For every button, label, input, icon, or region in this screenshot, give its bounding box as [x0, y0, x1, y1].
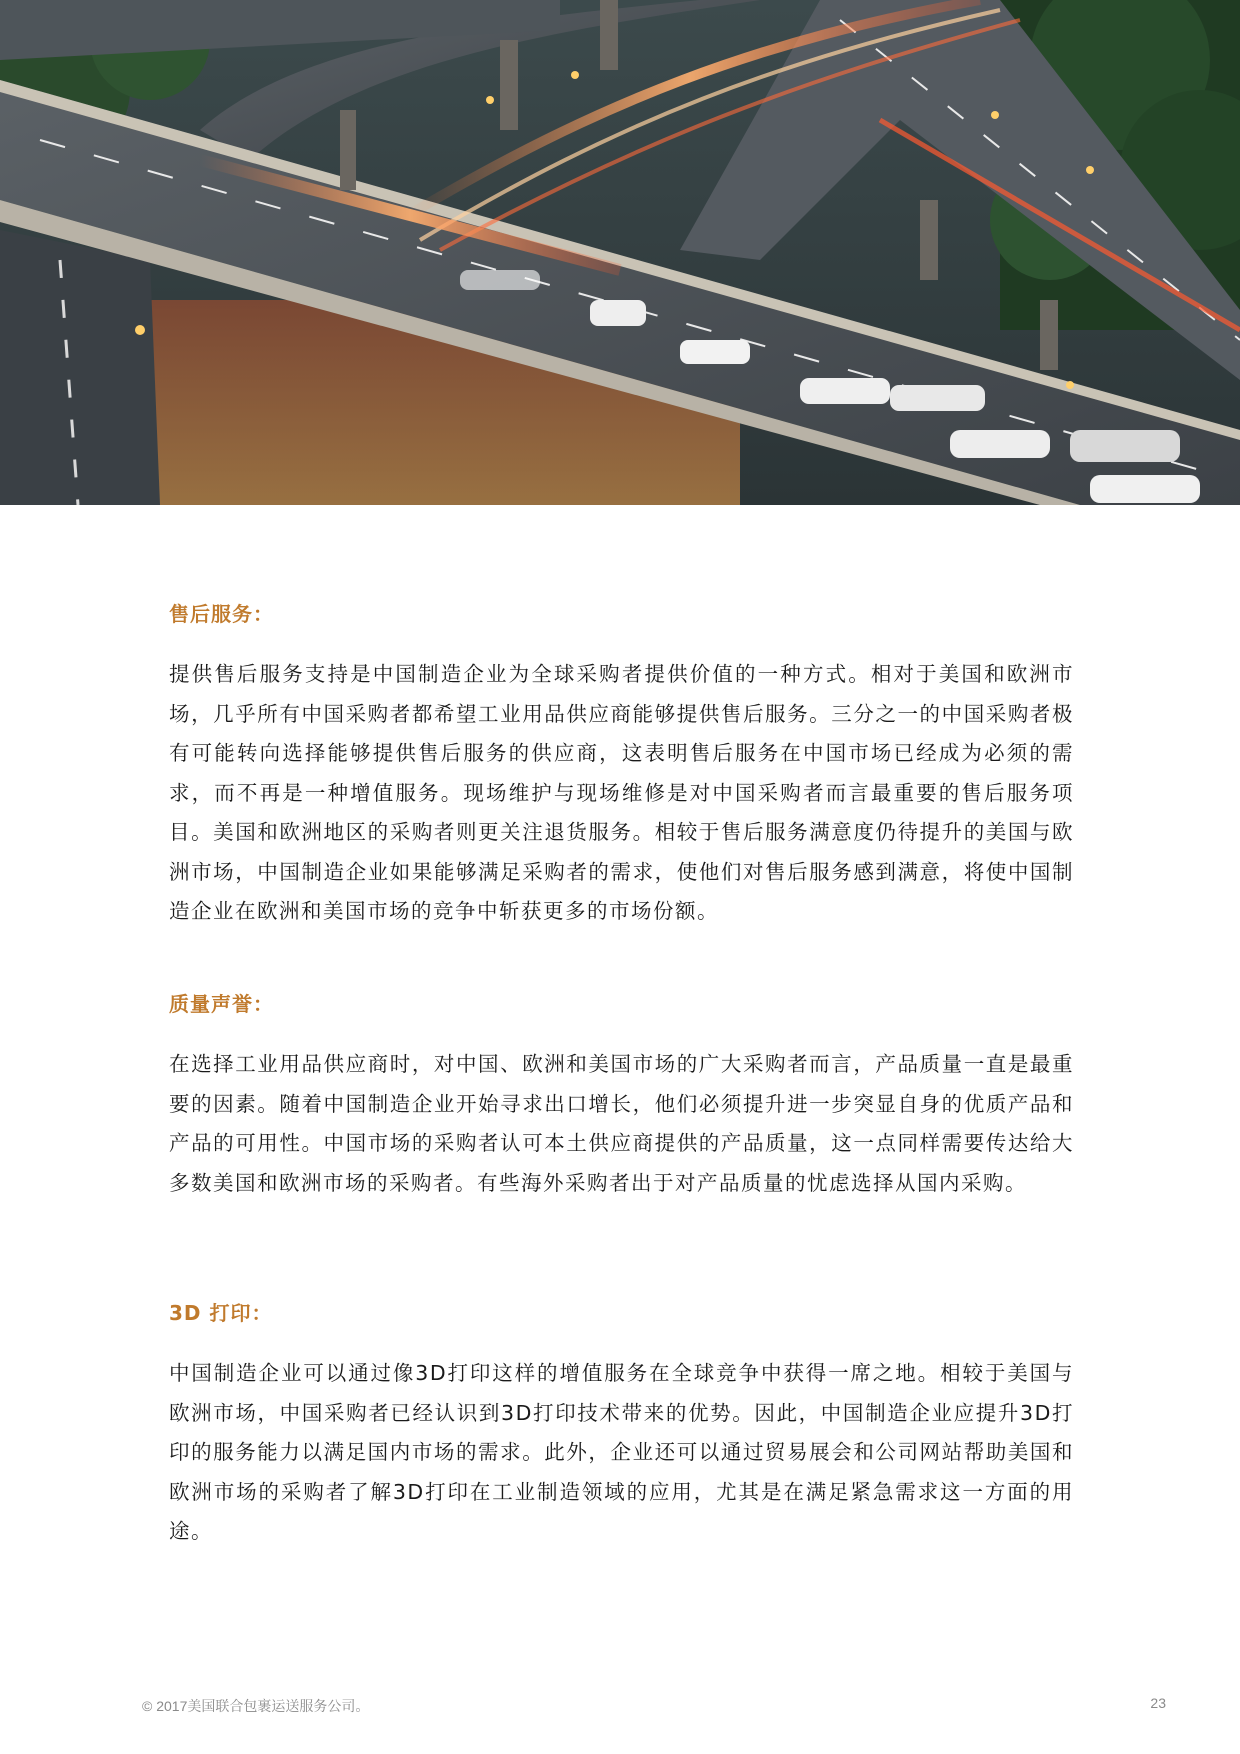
footer-copyright: © 2017美国联合包裹运送服务公司。	[142, 1698, 370, 1714]
hero-photo-highway-interchange	[0, 0, 1240, 505]
page-number: 23	[1150, 1695, 1166, 1711]
section-after-sales-service	[169, 600, 1074, 932]
section-3d-printing	[169, 1299, 1074, 1552]
section-heading: 售后服务：	[169, 602, 274, 626]
section-heading: 3D 打印：	[169, 1301, 273, 1325]
section-quality-reputation	[169, 990, 1074, 1203]
section-heading: 质量声誉：	[169, 992, 274, 1016]
section-paragraph: 提供售后服务支持是中国制造企业为全球采购者提供价值的一种方式。相对于美国和欧洲市场，几乎所有中国采购者都希望工业用品供应商能够提供售后服务。三分之一的中国采购者极有可能转向选择能够提供售后服务的供应商，这表明售后服务在中国市场已经成为必须的需求，而不再是一种增值服务。现场维护与现场维修是对中国采购者而言最重要的售后服务项目。美国和欧洲地区的采购者则更关注退货服务。相较于售后服务满意度仍待提升的美国与欧洲市场，中国制造企业如果能够满足采购者的需求，使他们对售后服务感到满意，将使中国制造企业在欧洲和美国市场的竞争中斩获更多的市场份额。	[169, 662, 1074, 923]
section-paragraph: 中国制造企业可以通过像3D打印这样的增值服务在全球竞争中获得一席之地。相较于美国与欧洲市场，中国采购者已经认识到3D打印技术带来的优势。因此，中国制造企业应提升3D打印的服务能力以满足国内市场的需求。此外，企业还可以通过贸易展会和公司网站帮助美国和欧洲市场的采购者了解3D打印在工业制造领域的应用，尤其是在满足紧急需求这一方面的用途。	[169, 1361, 1074, 1543]
section-paragraph: 在选择工业用品供应商时，对中国、欧洲和美国市场的广大采购者而言，产品质量一直是最重要的因素。随着中国制造企业开始寻求出口增长，他们必须提升进一步突显自身的优质产品和产品的可用性。中国市场的采购者认可本土供应商提供的产品质量，这一点同样需要传达给大多数美国和欧洲市场的采购者。有些海外采购者出于对产品质量的忧虑选择从国内采购。	[169, 1052, 1074, 1195]
